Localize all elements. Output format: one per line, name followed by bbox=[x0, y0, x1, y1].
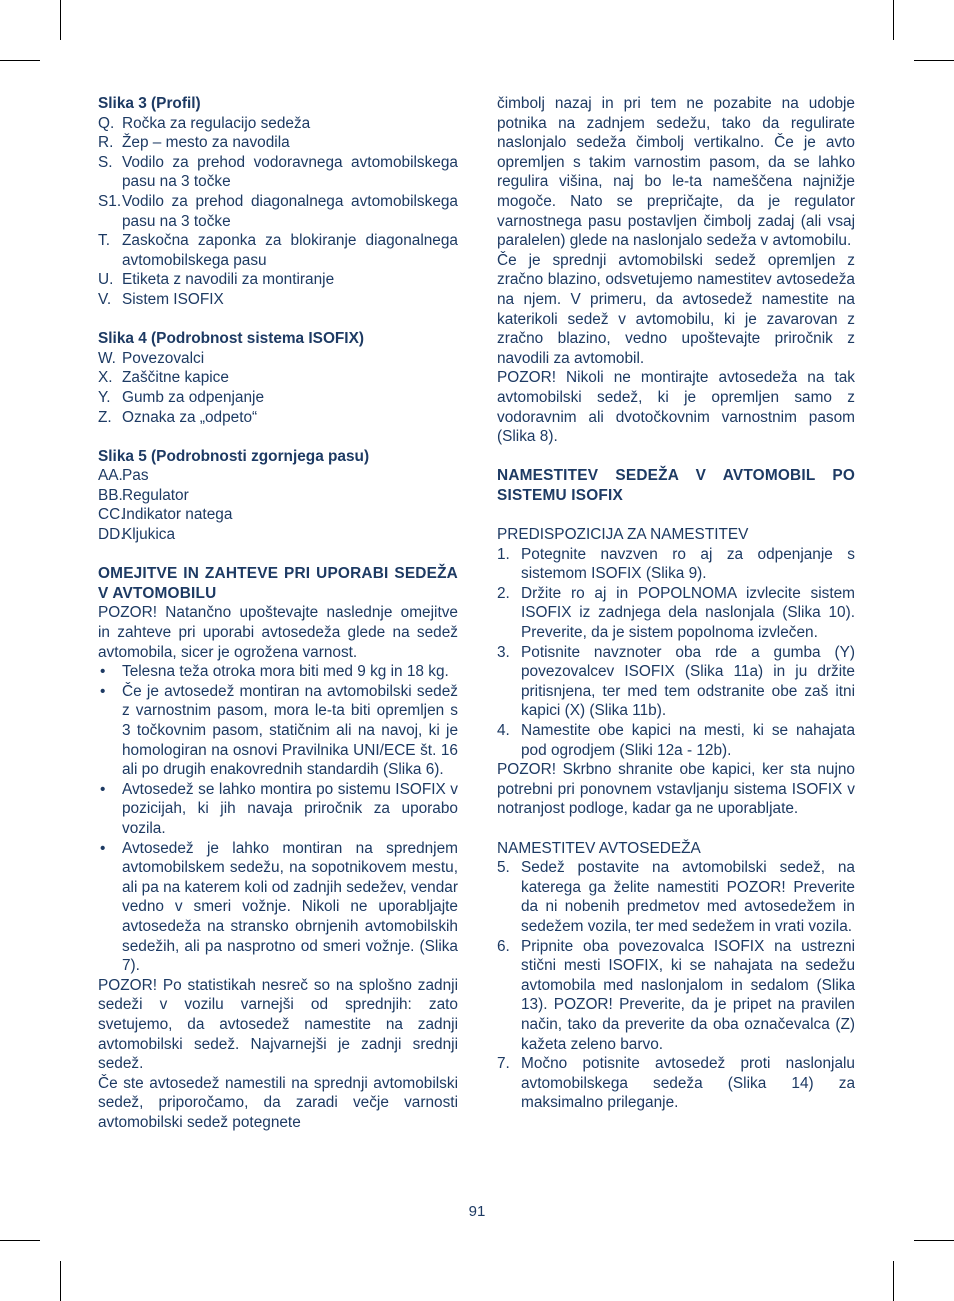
pozor-montirajte: POZOR! Nikoli ne montirajte avtosedeža na tak avtomobilski sedež, ki je opremljen samo z vodoravnim ali dvotočkovnim varnostnim pasom (Slika 8). bbox=[497, 369, 855, 446]
step-item bbox=[497, 545, 855, 584]
list-item-text: Telesna teža otroka mora biti med 9 kg in 18 kg. bbox=[122, 663, 449, 681]
list-item-text: Povezovalci bbox=[122, 349, 205, 367]
list-item-text: Vodilo za prehod vodoravnega avtomobilskega pasu na 3 točke bbox=[122, 153, 458, 191]
list-item-text: Potegnite navzven ro aj za odpenjanje s sistemom ISOFIX (Slika 9). bbox=[521, 545, 855, 583]
list-item bbox=[98, 505, 458, 525]
section-title-slika4: Slika 4 (Podrobnost sistema ISOFIX) bbox=[98, 330, 364, 348]
list-marker: S1. bbox=[98, 192, 122, 210]
list-item-text: Sedež postavite na avtomobilski sedež, na katerega ga želite namestiti POZOR! Preverite da ni nobenih predmetov med avtosedežem in sedežem vozila, ter med sedežem in vrati vozila. bbox=[521, 859, 855, 935]
crop-mark bbox=[0, 60, 40, 61]
list-item-text: Indikator natega bbox=[122, 506, 233, 524]
list-item-text: Avtosedež se lahko montira po sistemu ISOFIX v pozicijah, ki jih navaja priročnik za uporabo vozila. bbox=[122, 780, 458, 837]
crop-mark bbox=[893, 0, 894, 40]
crop-mark bbox=[914, 1240, 954, 1241]
crop-mark bbox=[60, 1261, 61, 1301]
list-marker: T. bbox=[98, 232, 110, 250]
front-seat-advice: Če ste avtosedež namestili na sprednji avtomobilski sedež, priporočamo, da zaradi večje varnosti avtomobilski sedež potegnete bbox=[98, 1074, 458, 1131]
airbag-paragraph: Če je sprednji avtomobilski sedež opremljen z zračno blazino, odsvetujemo namestitev avtosedeža na njem. V primeru, da avtosedež namestite na katerikoli sedež v avtomobilu, ki je zavarovan z zračno blazino, vedno upoštevajte priročnik z navodili za avtomobil. bbox=[497, 251, 855, 367]
list-item-text: Vodilo za prehod diagonalnega avtomobilskega pasu na 3 točke bbox=[122, 192, 458, 230]
list-marker: Q. bbox=[98, 114, 115, 132]
list-item-text: Pripnite oba povezovalca ISOFIX na ustrezni stični mesti ISOFIX, ki se nahajata na sedežu avtomobila med naslonjalom in sedalom (Slika 13). POZOR! Preverite, da je pripet na pravilen način, tako da preverite da oba označevalca (Z) kažeta zeleno barvo. bbox=[521, 937, 855, 1053]
list-item bbox=[98, 192, 458, 231]
list-marker: X. bbox=[98, 369, 113, 387]
list-item-text: Žep – mesto za navodila bbox=[122, 134, 290, 152]
list-marker: S. bbox=[98, 153, 113, 171]
subheading-predispozicija: PREDISPOZICIJA ZA NAMESTITEV bbox=[497, 526, 749, 544]
list-marker: U. bbox=[98, 271, 114, 289]
list-item-text: Etiketa z navodili za montiranje bbox=[122, 271, 335, 289]
step-item bbox=[497, 858, 855, 936]
list-marker: • bbox=[100, 663, 106, 681]
list-item bbox=[98, 153, 458, 192]
left-column bbox=[98, 94, 458, 1132]
list-marker: 3. bbox=[497, 643, 510, 661]
steps-predispozicija bbox=[497, 545, 855, 761]
list-item bbox=[98, 133, 458, 153]
list-marker: 1. bbox=[497, 545, 510, 563]
list-marker: W. bbox=[98, 349, 116, 367]
list-marker: V. bbox=[98, 290, 112, 308]
list-item-text: Namestite obe kapici na mesti, ki se nahajata pod ogrodjem (Sliki 12a - 12b). bbox=[521, 722, 855, 759]
list-item-text: Potisnite navznoter oba rde a gumba (Y) povezovalcev ISOFIX (Slika 11a) in ju držite pritisnjena, ter med tem odstranite obe zaš itni kapici (X) (Slika 11b). bbox=[521, 643, 855, 720]
list-item bbox=[98, 349, 458, 369]
bullet-item bbox=[98, 839, 458, 976]
list-item bbox=[98, 114, 458, 134]
section-title-omejitve: OMEJITVE IN ZAHTEVE PRI UPORABI SEDEŽA V AVTOMOBILU bbox=[98, 565, 458, 602]
bullet-item bbox=[98, 662, 458, 682]
list-marker: • bbox=[100, 682, 106, 700]
right-column bbox=[497, 94, 855, 1113]
list-item bbox=[98, 466, 458, 486]
list-item-text: Regulator bbox=[122, 486, 189, 504]
list-item-text: Pas bbox=[122, 467, 149, 485]
list-item bbox=[98, 486, 458, 506]
list-item-text: Oznaka za „odpeto“ bbox=[122, 408, 258, 426]
continued-paragraph: čimbolj nazaj in pri tem ne pozabite na udobje potnika na zadnjem sedežu, tako da regulirate naslonjalo sedeža čimbolj vertikalno. Če je avto opremljen s takim varnostim pasom, da se lahko regulira višina, naj bo le-ta nameščena najnižje mogoče. Nato se prepričajte, da je regulator varnostnega pasu postavljen čimbolj zadaj (ali vsaj paralelen) glede na naslonjalo sedeža v avtomobilu. bbox=[497, 95, 855, 250]
list-item-text: Kljukica bbox=[122, 526, 176, 544]
step-item bbox=[497, 643, 855, 721]
list-item-text: Avtosedež je lahko montiran na sprednjem avtomobilskem sedežu, na sopotnikovem mestu, ali pa na katerem koli od zadnjih sedežev, vendar vedno v smeri vožnje. Nikoli ne uporabljajte avtosedeža na stransko obrnjenih avtomobilskih sedežih, ali pa nasprotno od smeri vožnje. (Slika 7). bbox=[122, 839, 458, 975]
list-item-text: Močno potisnite avtosedež proti naslonjalu avtomobilskega sedeža (Slika 14) za maksimalno prileganje. bbox=[521, 1055, 855, 1112]
list-marker: 6. bbox=[497, 937, 510, 955]
section-title-namestitev: NAMESTITEV SEDEŽA V AVTOMOBIL PO SISTEMU ISOFIX bbox=[497, 467, 855, 504]
list-item bbox=[98, 525, 458, 545]
step-item bbox=[497, 937, 855, 1055]
section-title-slika5: Slika 5 (Podrobnosti zgornjega pasu) bbox=[98, 447, 370, 465]
list-marker: 2. bbox=[497, 584, 510, 602]
pozor-statistics: POZOR! Po statistikah nesreč so na splošno zadnji sedeži v vozilu varnejši od sprednjih: zato svetujemo, da avtosedež namestite na zadnji avtomobilski sedež. Najvarnejši je zadnji srednji sedež. bbox=[98, 976, 458, 1073]
subheading-namestitev-avtosedeza: NAMESTITEV AVTOSEDEŽA bbox=[497, 839, 701, 857]
list-marker: R. bbox=[98, 134, 114, 152]
list-marker: AA. bbox=[98, 467, 123, 485]
list-item bbox=[98, 231, 458, 270]
slika4-list bbox=[98, 349, 458, 427]
list-marker: BB. bbox=[98, 486, 123, 504]
list-item-text: Zaščitne kapice bbox=[122, 369, 229, 387]
crop-mark bbox=[0, 1240, 40, 1241]
slika5-list bbox=[98, 466, 458, 544]
list-item-text: Če je avtosedež montiran na avtomobilski sedež z varnostnim pasom, mora le-ta biti opremljen s 3 točkovnim pasom, statičnim ali na navoj, ki je homologiran na osnovi Pravilnika UNI/ECE št. 16 ali po drugih enakovrednih standardih (Slika 6). bbox=[122, 682, 458, 779]
list-item-text: Sistem ISOFIX bbox=[122, 290, 224, 308]
list-marker: • bbox=[100, 780, 106, 798]
list-marker: Z. bbox=[98, 408, 112, 426]
list-item-text: Držite ro aj in POPOLNOMA izvlecite sistem ISOFIX iz zadnjega dela naslonjala (Slika 10). Preverite, da je sistem popolnoma izvlečen. bbox=[521, 584, 855, 642]
steps-namestitev bbox=[497, 858, 855, 1113]
step-item bbox=[497, 721, 855, 760]
step-item bbox=[497, 584, 855, 643]
list-item bbox=[98, 388, 458, 408]
section-title-slika3: Slika 3 (Profil) bbox=[98, 95, 201, 112]
pozor-kapici: POZOR! Skrbno shranite obe kapici, ker sta nujno potrebni pri ponovnem vstavljanju sistema ISOFIX v notranjost podloge, kadar ga ne uporabljate. bbox=[497, 761, 855, 818]
list-marker: CC. bbox=[98, 506, 125, 524]
step-item bbox=[497, 1054, 855, 1113]
list-marker: 5. bbox=[497, 859, 510, 877]
list-marker: Y. bbox=[98, 388, 111, 406]
bullet-item bbox=[98, 780, 458, 839]
list-marker: DD. bbox=[98, 526, 125, 544]
list-marker: 7. bbox=[497, 1055, 510, 1073]
omejitve-bullets bbox=[98, 662, 458, 976]
crop-mark bbox=[893, 1261, 894, 1301]
list-item bbox=[98, 368, 458, 388]
list-item-text: Zaskočna zaponka za blokiranje diagonalnega avtomobilskega pasu bbox=[122, 232, 458, 269]
omejitve-intro: POZOR! Natančno upoštevajte naslednje omejitve in zahteve pri uporabi avtosedeža glede na sedež avtomobila, sicer je ogrožena varnost. bbox=[98, 604, 458, 661]
list-item bbox=[98, 408, 458, 428]
crop-mark bbox=[914, 60, 954, 61]
crop-mark bbox=[60, 0, 61, 40]
bullet-item bbox=[98, 682, 458, 780]
list-item bbox=[98, 290, 458, 310]
list-marker: • bbox=[100, 839, 106, 857]
list-item-text: Gumb za odpenjanje bbox=[122, 388, 265, 406]
list-item-text: Ročka za regulacijo sedeža bbox=[122, 114, 311, 132]
page-number: 91 bbox=[468, 1203, 486, 1220]
list-item bbox=[98, 270, 458, 290]
list-marker: 4. bbox=[497, 722, 510, 739]
slika3-list bbox=[98, 114, 458, 310]
